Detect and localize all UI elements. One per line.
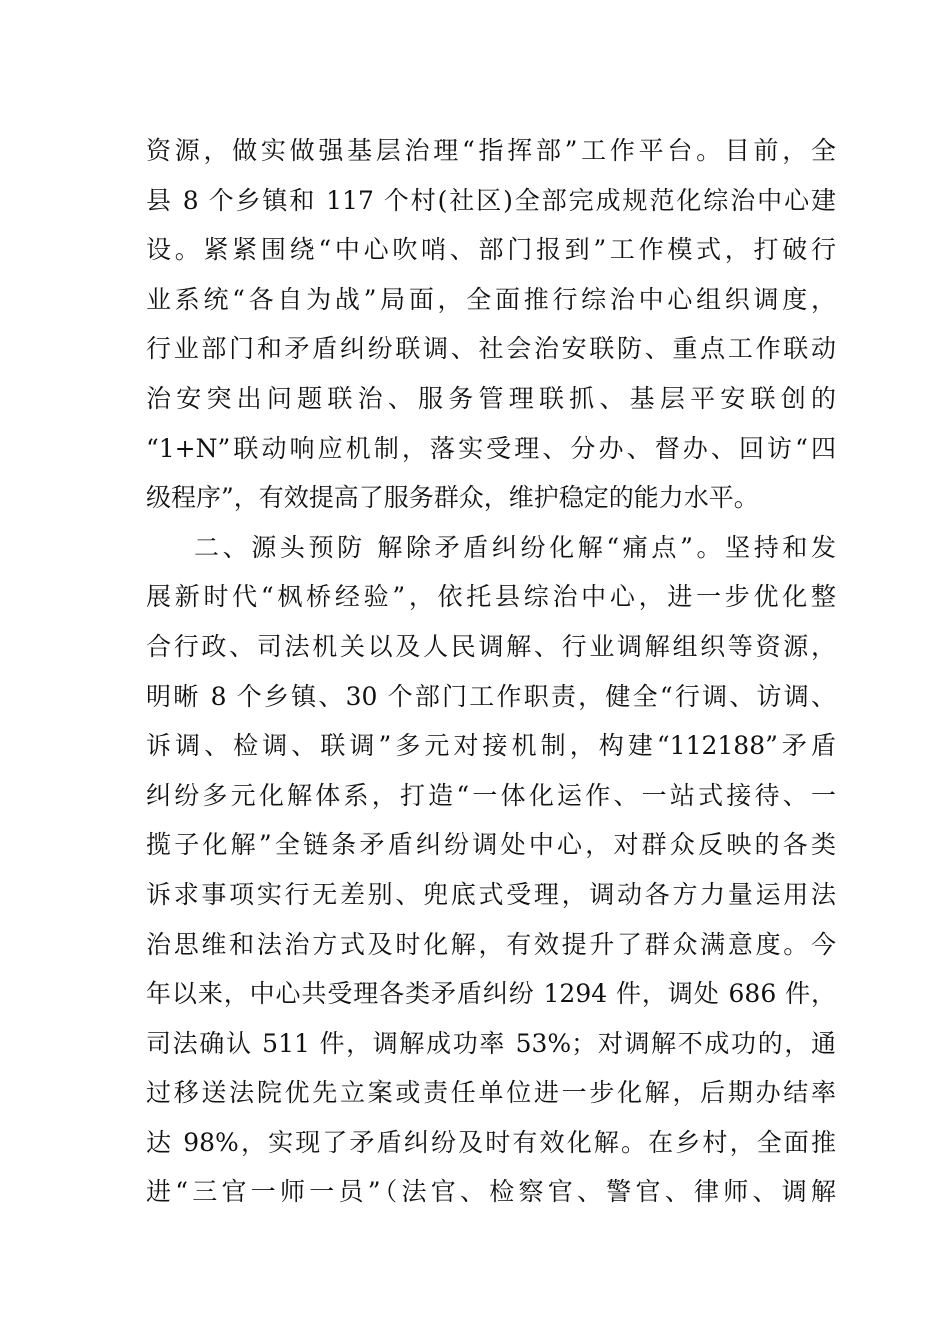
text-line-19: 司法确认 511 件，调解成功率 53%；对调解不成功的，通 xyxy=(146,1028,836,1058)
text-line-12: 明晰 8 个乡镇、30 个部门工作职责，健全“行调、访调、 xyxy=(146,681,836,711)
text-line-16: 诉求事项实行无差别、兜底式受理，调动各方力量运用法 xyxy=(146,879,836,909)
text-line-10: 展新时代“枫桥经验”，依托县综治中心，进一步优化整 xyxy=(146,582,836,612)
text-line-1: 资源，做实做强基层治理“指挥部”工作平台。目前，全 xyxy=(146,136,836,165)
text-line-8: 级程序”，有效提高了服务群众，维护稳定的能力水平。 xyxy=(146,483,759,513)
section-heading-line: 二、源头预防 解除矛盾纠纷化解“痛点”。坚持和发 xyxy=(194,532,836,562)
text-line-5: 行业部门和矛盾纠纷联调、社会治安联防、重点工作联动 xyxy=(146,334,836,364)
text-line-21: 达 98%，实现了矛盾纠纷及时有效化解。在乡村，全面推 xyxy=(146,1127,836,1157)
text-line-3: 设。紧紧围绕“中心吹哨、部门报到”工作模式，打破行 xyxy=(146,235,836,265)
text-line-20: 过移送法院优先立案或责任单位进一步化解，后期办结率 xyxy=(146,1078,836,1108)
text-line-14: 纠纷多元化解体系，打造“一体化运作、一站式接待、一 xyxy=(146,780,836,810)
text-line-18: 年以来，中心共受理各类矛盾纠纷 1294 件，调处 686 件， xyxy=(146,979,836,1009)
text-line-17: 治思维和法治方式及时化解，有效提升了群众满意度。今 xyxy=(146,929,836,959)
text-line-6: 治安突出问题联治、服务管理联抓、基层平安联创的 xyxy=(146,383,836,413)
text-line-2: 县 8 个乡镇和 117 个村(社区)全部完成规范化综治中心建 xyxy=(146,185,836,215)
body-text xyxy=(146,126,836,1217)
text-line-11: 合行政、司法机关以及人民调解、行业调解组织等资源， xyxy=(146,631,836,661)
text-line-4: 业系统“各自为战”局面，全面推行综治中心组织调度， xyxy=(146,284,836,314)
text-line-7: “1+N”联动响应机制，落实受理、分办、督办、回访“四 xyxy=(146,433,836,463)
text-line-13: 诉调、检调、联调”多元对接机制，构建“112188”矛盾 xyxy=(146,731,836,761)
text-line-22: 进“三官一师一员”（法官、检察官、警官、律师、调解 xyxy=(146,1177,836,1207)
text-line-15: 揽子化解”全链条矛盾纠纷调处中心，对群众反映的各类 xyxy=(146,830,836,860)
